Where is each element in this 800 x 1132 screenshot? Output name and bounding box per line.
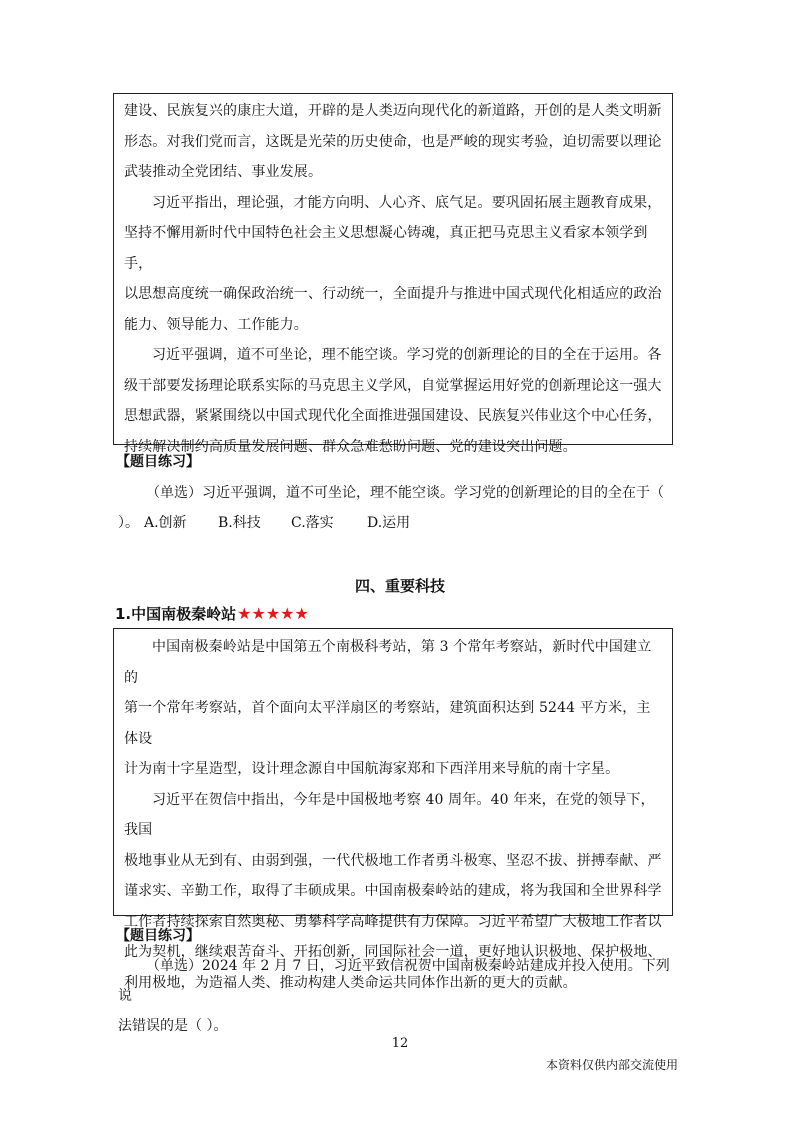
text-line: 武装推动全党团结、事业发展。 (124, 164, 323, 180)
text-line: 极地事业从无到有、由弱到强，一代代极地工作者勇斗极寒、坚忍不拔、拼搏奉献、严 (124, 852, 662, 869)
question-text (118, 951, 678, 1041)
text-line: 持续解决制约高质量发展问题、群众急难愁盼问题、党的建设突出问题。 (124, 438, 577, 455)
importance-stars: ★★★★★ (237, 604, 309, 623)
text-line: 以思想高度统一确保政治统一、行动统一，全面提升与推进中国式现代化相适应的政治 (124, 286, 662, 302)
section-title: 四、重要科技 (354, 577, 445, 595)
practice-heading: 【题目练习】 (116, 928, 200, 944)
page-number: 12 (391, 1036, 409, 1051)
theory-excerpt-box (113, 93, 673, 455)
subsection-label: 1.中国南极秦岭站 (115, 605, 237, 623)
text-line: 能力、领导能力、工作能力。 (124, 316, 308, 333)
option-d: D.运用 (367, 515, 411, 531)
question-text: （单选）习近平强调，道不可坐论，理不能空谈。学习党的创新理论的目的全在于（ ）。 (118, 485, 664, 531)
excerpt-paragraph-2 (124, 188, 662, 341)
text-line: 此为契机，继续艰苦奋斗、开拓创新，同国际社会一道，更好地认识极地、保护极地、 (124, 944, 662, 960)
option-b: B.科技 (218, 515, 261, 531)
text-line: 习近平指出，理论强，才能方向明、人心齐、底气足。要巩固拓展主题教育成果， (152, 194, 662, 211)
text-line: 计为南十字星造型，设计理念源自中国航海家郑和下西洋用来导航的南十字星。 (124, 761, 620, 777)
text-line: 第一个常年考察站，首个面向太平洋扇区的考察站，建筑面积达到 5244 平方米，主体设 (124, 700, 651, 747)
text-line: 谨求实、辛勤工作，取得了丰硕成果。中国南极秦岭站的建成，将为我国和全世界科学 (124, 883, 662, 899)
text-line: 工作者持续探索自然奥秘、勇攀科学高峰提供有力保障。习近平希望广大极地工作者以 (124, 913, 662, 930)
text-line: 建设、民族复兴的康庄大道，开辟的是人类迈向现代化的新道路，开创的是人类文明新 (124, 103, 662, 119)
answer-options (144, 510, 410, 536)
text-line: 习近平在贺信中指出，今年是中国极地考察 40 周年。40 年来，在党的领导下，我国 (124, 791, 655, 838)
text-line: 形态。对我们党而言，这既是光荣的历史使命，也是严峻的现实考验，迫切需要以理论 (124, 133, 662, 150)
option-c: C.落实 (291, 515, 334, 531)
text-line: 中国南极秦岭站是中国第五个南极科考站，第 3 个常年考察站，新时代中国建立的 (124, 639, 652, 686)
excerpt-paragraph-3 (124, 340, 662, 462)
text-line: 利用极地，为造福人类、推动构建人类命运共同体作出新的更大的贡献。 (124, 974, 577, 991)
excerpt-paragraph-1 (124, 632, 662, 785)
excerpt-paragraph-1 (124, 96, 662, 188)
footer-note: 本资料仅供内部交流使用 (545, 1058, 678, 1072)
text-line: 思想武器，紧紧围绕以中国式现代化全面推进强国建设、民族复兴伟业这个中心任务， (124, 408, 662, 424)
text-line: 习近平强调，道不可坐论，理不能空谈。学习党的创新理论的目的全在于运用。各 (152, 347, 662, 363)
text-line: 坚持不懈用新时代中国特色社会主义思想凝心铸魂，真正把马克思主义看家本领学到手， (124, 225, 648, 272)
text-line: 级干部要发扬理论联系实际的马克思主义学风，自觉掌握运用好党的创新理论这一强大 (124, 377, 662, 394)
text-line: 法错误的是（ ）。 (118, 1018, 228, 1034)
text-line: （单选）2024 年 2 月 7 日，习近平致信祝贺中国南极秦岭站建成并投入使用。下列说 (118, 958, 670, 1004)
practice-heading: 【题目练习】 (116, 454, 200, 470)
subsection-title (115, 603, 309, 624)
option-a: A.创新 (144, 515, 187, 531)
